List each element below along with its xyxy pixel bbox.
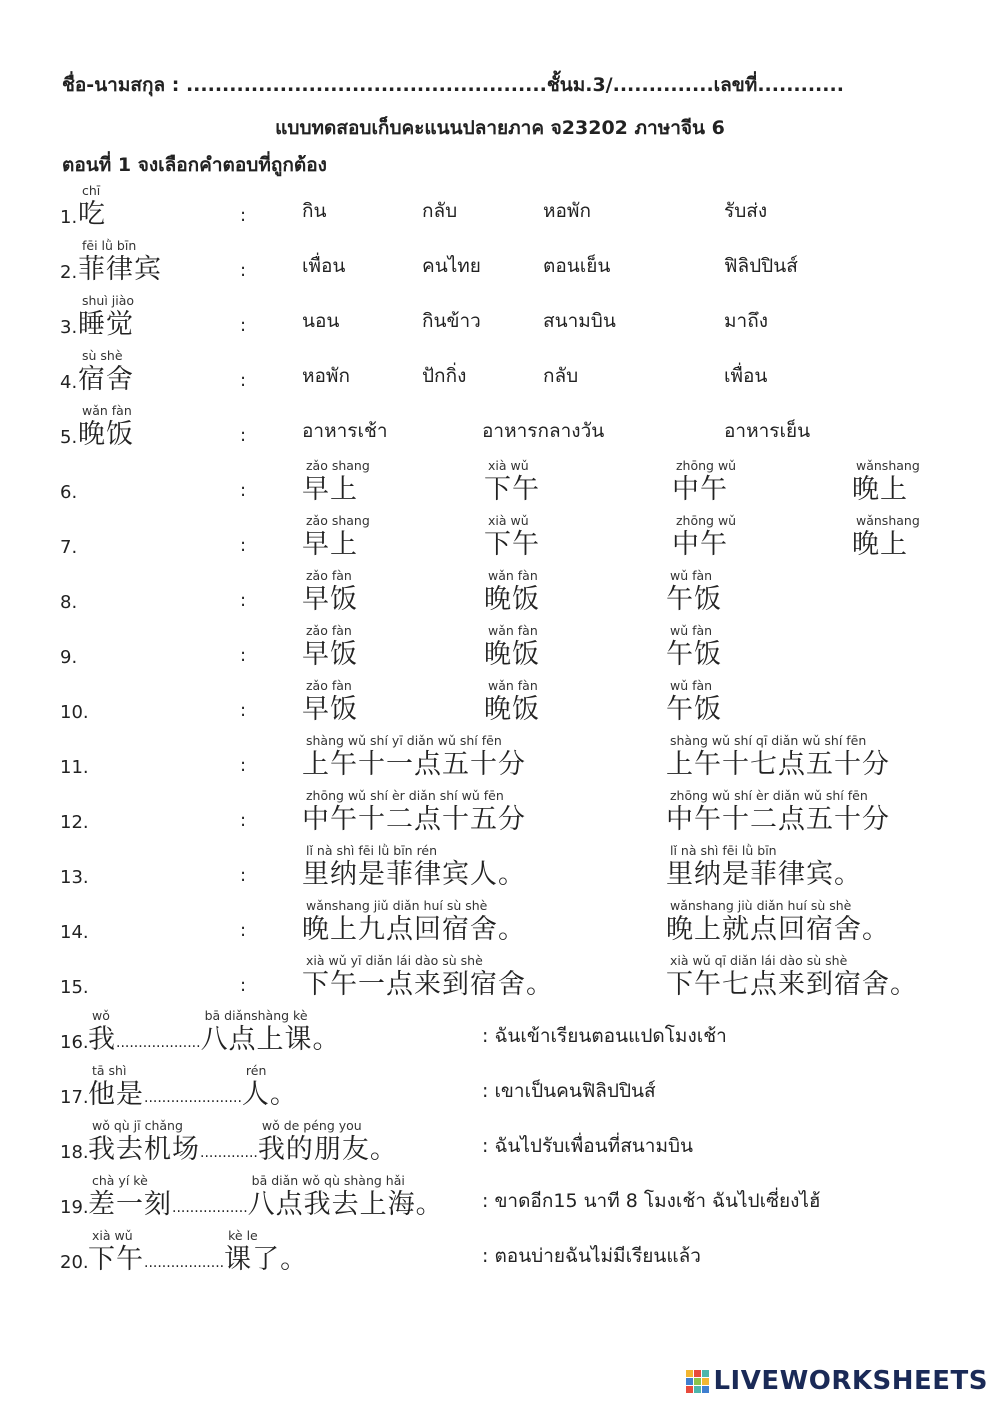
pinyin: wǒ de péng you bbox=[261, 1118, 362, 1133]
answer-option[interactable] bbox=[666, 788, 890, 835]
question-row bbox=[0, 285, 1000, 340]
question-row bbox=[0, 1220, 1000, 1275]
sentence bbox=[88, 1228, 309, 1275]
hanzi: 我去机场 bbox=[88, 1134, 200, 1165]
sentence-end bbox=[241, 1063, 298, 1110]
hanzi: 我 bbox=[88, 1024, 116, 1055]
question-number: 13. bbox=[60, 867, 89, 888]
logo-square bbox=[702, 1370, 709, 1377]
sentence-start bbox=[88, 1173, 172, 1220]
pinyin: zhōng wǔ bbox=[676, 513, 737, 528]
exam-title: แบบทดสอบเก็บคะแนนปลายภาค จ23202 ภาษาจีน 6 bbox=[275, 117, 725, 139]
colon: : bbox=[240, 205, 247, 226]
pinyin: wǎnshang bbox=[856, 458, 920, 473]
pinyin: xià wǔ bbox=[488, 458, 529, 473]
question-number: 16. bbox=[60, 1032, 89, 1053]
hanzi: 早上 bbox=[302, 474, 358, 505]
pinyin: zǎo fàn bbox=[306, 568, 352, 583]
hanzi: 下午 bbox=[484, 529, 540, 560]
hanzi: 早上 bbox=[302, 529, 358, 560]
hanzi: 我的朋友。 bbox=[257, 1134, 398, 1165]
pinyin: shuì jiào bbox=[82, 293, 135, 308]
thai-meaning: : ตอนบ่ายฉันไม่มีเรียนแล้ว bbox=[482, 1245, 701, 1267]
answer-blank[interactable]: ................... bbox=[116, 1035, 201, 1051]
question-row bbox=[0, 505, 1000, 560]
pinyin: xià wǔ qī diǎn lái dào sù shè bbox=[670, 953, 848, 968]
hanzi: 上午十一点五十分 bbox=[302, 749, 526, 780]
answer-option[interactable] bbox=[302, 568, 358, 615]
hanzi: 早饭 bbox=[302, 639, 358, 670]
colon: : bbox=[240, 755, 247, 776]
pinyin: chà yí kè bbox=[92, 1173, 148, 1188]
hanzi: 下午七点来到宿舍。 bbox=[666, 969, 918, 1000]
question-row bbox=[0, 945, 1000, 1000]
pinyin: xià wǔ yī diǎn lái dào sù shè bbox=[306, 953, 483, 968]
answer-option[interactable]: ปักกิ่ง bbox=[422, 365, 467, 387]
colon: : bbox=[240, 535, 247, 556]
answer-option[interactable] bbox=[666, 678, 722, 725]
hanzi: 人。 bbox=[241, 1079, 298, 1110]
answer-option[interactable]: รับส่ง bbox=[724, 200, 768, 222]
pinyin: shàng wǔ shí yī diǎn wǔ shí fēn bbox=[306, 733, 502, 748]
question-number: 7. bbox=[60, 537, 78, 558]
colon: : bbox=[240, 425, 247, 446]
hanzi: 晚饭 bbox=[484, 694, 540, 725]
question-row bbox=[0, 1110, 1000, 1165]
sentence bbox=[88, 1008, 341, 1055]
thai-meaning: : ฉันไปรับเพื่อนที่สนามบิน bbox=[482, 1135, 694, 1157]
name-class-number-line: ชื่อ-นามสกุล : ..................................................ชั้นม.3/..............เลขที่............ bbox=[62, 74, 844, 96]
logo-square bbox=[686, 1370, 693, 1377]
hanzi: 吃 bbox=[78, 199, 106, 230]
logo-square bbox=[686, 1386, 693, 1393]
answer-option[interactable] bbox=[666, 843, 862, 890]
hanzi: 中午 bbox=[672, 529, 728, 560]
answer-option[interactable] bbox=[302, 788, 526, 835]
question-row bbox=[0, 560, 1000, 615]
pinyin: wǒ qù jī chǎng bbox=[92, 1118, 183, 1133]
colon: : bbox=[240, 590, 247, 611]
answer-option[interactable] bbox=[666, 733, 890, 780]
question-number: 20. bbox=[60, 1252, 89, 1273]
hanzi: 宿舍 bbox=[78, 364, 134, 395]
hanzi: 午饭 bbox=[666, 639, 722, 670]
answer-blank[interactable]: ...................... bbox=[144, 1090, 242, 1106]
hanzi: 晚上 bbox=[852, 529, 908, 560]
hanzi: 上午十七点五十分 bbox=[666, 749, 890, 780]
hanzi: 下午 bbox=[484, 474, 540, 505]
answer-option[interactable]: กลับ bbox=[543, 365, 579, 387]
pinyin: tā shì bbox=[92, 1063, 127, 1078]
answer-option[interactable] bbox=[666, 623, 722, 670]
pinyin: rén bbox=[245, 1063, 267, 1078]
answer-blank[interactable]: ............. bbox=[200, 1145, 258, 1161]
thai-meaning: : ขาดอีก15 นาที 8 โมงเช้า ฉันไปเซี่ยงไฮ้ bbox=[482, 1190, 821, 1212]
answer-blank[interactable]: .................. bbox=[144, 1255, 225, 1271]
answer-option[interactable]: นอน bbox=[302, 310, 340, 332]
pinyin: zǎo shang bbox=[306, 513, 370, 528]
question-number: 9. bbox=[60, 647, 78, 668]
answer-option[interactable] bbox=[666, 953, 918, 1000]
hanzi: 晚饭 bbox=[78, 419, 134, 450]
answer-option[interactable]: หอพัก bbox=[543, 200, 591, 222]
question-row bbox=[0, 230, 1000, 285]
answer-option[interactable] bbox=[852, 458, 920, 505]
question-number: 10. bbox=[60, 702, 89, 723]
answer-option[interactable]: อาหารเช้า bbox=[302, 420, 388, 442]
question-row bbox=[0, 1165, 1000, 1220]
logo-square bbox=[694, 1378, 701, 1385]
hanzi: 午饭 bbox=[666, 694, 722, 725]
question-row bbox=[0, 670, 1000, 725]
pinyin: xià wǔ bbox=[92, 1228, 133, 1243]
hanzi: 他是 bbox=[88, 1079, 144, 1110]
pinyin: zǎo fàn bbox=[306, 678, 352, 693]
hanzi: 菲律宾 bbox=[78, 254, 162, 285]
colon: : bbox=[240, 480, 247, 501]
answer-option[interactable] bbox=[302, 678, 358, 725]
hanzi: 下午一点来到宿舍。 bbox=[302, 969, 554, 1000]
answer-option[interactable]: กินข้าว bbox=[422, 310, 481, 332]
answer-option[interactable] bbox=[302, 953, 554, 1000]
colon: : bbox=[240, 975, 247, 996]
hanzi: 睡觉 bbox=[78, 309, 134, 340]
question-prompt bbox=[78, 403, 134, 450]
thai-meaning: : เขาเป็นคนฟิลิปปินส์ bbox=[482, 1080, 656, 1102]
pinyin: wǎn fàn bbox=[488, 568, 538, 583]
pinyin: wǒ bbox=[92, 1008, 110, 1023]
answer-option[interactable]: ฟิลิปปินส์ bbox=[724, 255, 798, 277]
hanzi: 晚上九点回宿舍。 bbox=[302, 914, 526, 945]
answer-option[interactable] bbox=[852, 513, 920, 560]
answer-option[interactable] bbox=[302, 843, 526, 890]
hanzi: 差一刻 bbox=[88, 1189, 172, 1220]
hanzi: 晚饭 bbox=[484, 584, 540, 615]
hanzi: 晚上 bbox=[852, 474, 908, 505]
answer-option[interactable] bbox=[302, 623, 358, 670]
answer-option[interactable] bbox=[302, 513, 370, 560]
hanzi: 早饭 bbox=[302, 584, 358, 615]
question-row bbox=[0, 395, 1000, 450]
answer-option[interactable] bbox=[672, 458, 737, 505]
sentence bbox=[88, 1173, 444, 1220]
question-number: 11. bbox=[60, 757, 89, 778]
logo-square bbox=[686, 1378, 693, 1385]
hanzi: 晚上就点回宿舍。 bbox=[666, 914, 890, 945]
pinyin: fēi lǜ bīn bbox=[82, 238, 137, 253]
answer-option[interactable]: ตอนเย็น bbox=[543, 255, 611, 277]
question-prompt bbox=[78, 238, 162, 285]
question-row bbox=[0, 1055, 1000, 1110]
hanzi: 里纳是菲律宾。 bbox=[666, 859, 862, 890]
pinyin: zhōng wǔ bbox=[676, 458, 737, 473]
pinyin: bā diǎnshàng kè bbox=[204, 1008, 308, 1023]
answer-option[interactable]: หอพัก bbox=[302, 365, 350, 387]
answer-option[interactable]: สนามบิน bbox=[543, 310, 616, 332]
hanzi: 下午 bbox=[88, 1244, 144, 1275]
answer-option[interactable]: เพื่อน bbox=[302, 255, 346, 277]
hanzi: 课了。 bbox=[224, 1244, 309, 1275]
answer-option[interactable]: มาถึง bbox=[724, 310, 768, 332]
pinyin: wǎn fàn bbox=[488, 623, 538, 638]
question-number: 15. bbox=[60, 977, 89, 998]
answer-option[interactable]: อาหารกลางวัน bbox=[482, 420, 605, 442]
logo-square bbox=[694, 1386, 701, 1393]
question-row bbox=[0, 175, 1000, 230]
question-number: 6. bbox=[60, 482, 78, 503]
answer-option[interactable] bbox=[302, 733, 526, 780]
sentence-end bbox=[224, 1228, 309, 1275]
pinyin: kè le bbox=[228, 1228, 258, 1243]
colon: : bbox=[240, 865, 247, 886]
sentence-end bbox=[247, 1173, 444, 1220]
hanzi: 中午 bbox=[672, 474, 728, 505]
question-row bbox=[0, 890, 1000, 945]
sentence bbox=[88, 1118, 398, 1165]
pinyin: wǎnshang bbox=[856, 513, 920, 528]
colon: : bbox=[240, 315, 247, 336]
question-number: 2. bbox=[60, 262, 78, 283]
pinyin: wǔ fàn bbox=[670, 623, 713, 638]
sentence-start bbox=[88, 1063, 144, 1110]
question-row bbox=[0, 780, 1000, 835]
pinyin: wǎn fàn bbox=[488, 678, 538, 693]
pinyin: wǎn fàn bbox=[82, 403, 132, 418]
pinyin: xià wǔ bbox=[488, 513, 529, 528]
question-number: 3. bbox=[60, 317, 78, 338]
colon: : bbox=[240, 700, 247, 721]
question-prompt bbox=[78, 348, 134, 395]
answer-option[interactable] bbox=[666, 898, 890, 945]
sentence-start bbox=[88, 1008, 116, 1055]
hanzi: 午饭 bbox=[666, 584, 722, 615]
question-prompt bbox=[78, 293, 135, 340]
question-row bbox=[0, 835, 1000, 890]
answer-option[interactable] bbox=[484, 458, 540, 505]
answer-blank[interactable]: ................. bbox=[172, 1200, 248, 1216]
question-number: 12. bbox=[60, 812, 89, 833]
sentence-start bbox=[88, 1228, 144, 1275]
question-number: 5. bbox=[60, 427, 78, 448]
question-row bbox=[0, 615, 1000, 670]
pinyin: shàng wǔ shí qī diǎn wǔ shí fēn bbox=[670, 733, 867, 748]
answer-option[interactable] bbox=[302, 458, 370, 505]
question-number: 18. bbox=[60, 1142, 89, 1163]
answer-option[interactable] bbox=[302, 898, 526, 945]
colon: : bbox=[240, 920, 247, 941]
hanzi: 八点我去上海。 bbox=[247, 1189, 444, 1220]
question-number: 14. bbox=[60, 922, 89, 943]
answer-option[interactable] bbox=[484, 623, 540, 670]
pinyin: lǐ nà shì fēi lǜ bīn bbox=[670, 843, 777, 858]
answer-option[interactable]: กิน bbox=[302, 200, 327, 222]
sentence-end bbox=[200, 1008, 341, 1055]
answer-option[interactable] bbox=[484, 678, 540, 725]
question-prompt bbox=[78, 183, 106, 230]
answer-option[interactable]: กลับ bbox=[422, 200, 458, 222]
hanzi: 里纳是菲律宾人。 bbox=[302, 859, 526, 890]
colon: : bbox=[240, 810, 247, 831]
pinyin: wǔ fàn bbox=[670, 568, 713, 583]
liveworksheets-logo-icon bbox=[686, 1370, 709, 1393]
question-row bbox=[0, 725, 1000, 780]
logo-square bbox=[694, 1370, 701, 1377]
answer-option[interactable] bbox=[666, 568, 722, 615]
answer-option[interactable]: คนไทย bbox=[422, 255, 481, 277]
answer-option[interactable] bbox=[484, 568, 540, 615]
answer-option[interactable] bbox=[672, 513, 737, 560]
answer-option[interactable] bbox=[484, 513, 540, 560]
pinyin: zǎo shang bbox=[306, 458, 370, 473]
pinyin: zǎo fàn bbox=[306, 623, 352, 638]
question-number: 19. bbox=[60, 1197, 89, 1218]
sentence-start bbox=[88, 1118, 200, 1165]
hanzi: 八点上课。 bbox=[200, 1024, 341, 1055]
answer-option[interactable]: อาหารเย็น bbox=[724, 420, 811, 442]
pinyin: zhōng wǔ shí èr diǎn wǔ shí fēn bbox=[670, 788, 868, 803]
logo-text: LIVEWORKSHEETS bbox=[713, 1366, 988, 1396]
question-number: 17. bbox=[60, 1087, 89, 1108]
thai-meaning: : ฉันเข้าเรียนตอนแปดโมงเช้า bbox=[482, 1025, 727, 1047]
hanzi: 早饭 bbox=[302, 694, 358, 725]
colon: : bbox=[240, 370, 247, 391]
hanzi: 中午十二点十五分 bbox=[302, 804, 526, 835]
pinyin: bā diǎn wǒ qù shàng hǎi bbox=[251, 1173, 405, 1188]
colon: : bbox=[240, 260, 247, 281]
question-row bbox=[0, 1000, 1000, 1055]
pinyin: wǔ fàn bbox=[670, 678, 713, 693]
question-number: 1. bbox=[60, 207, 78, 228]
sentence bbox=[88, 1063, 298, 1110]
question-number: 4. bbox=[60, 372, 78, 393]
hanzi: 中午十二点五十分 bbox=[666, 804, 890, 835]
pinyin: wǎnshang jiù diǎn huí sù shè bbox=[670, 898, 852, 913]
hanzi: 晚饭 bbox=[484, 639, 540, 670]
pinyin: wǎnshang jiǔ diǎn huí sù shè bbox=[306, 898, 488, 913]
pinyin: chī bbox=[82, 183, 101, 198]
liveworksheets-logo bbox=[686, 1366, 988, 1396]
colon: : bbox=[240, 645, 247, 666]
logo-square bbox=[702, 1378, 709, 1385]
pinyin: zhōng wǔ shí èr diǎn shí wǔ fēn bbox=[306, 788, 504, 803]
logo-square bbox=[702, 1386, 709, 1393]
answer-option[interactable]: เพื่อน bbox=[724, 365, 768, 387]
sentence-end bbox=[257, 1118, 398, 1165]
question-number: 8. bbox=[60, 592, 78, 613]
section-title: ตอนที่ 1 จงเลือกคำตอบที่ถูกต้อง bbox=[62, 154, 327, 176]
question-row bbox=[0, 340, 1000, 395]
pinyin: sù shè bbox=[82, 348, 123, 363]
pinyin: lǐ nà shì fēi lǜ bīn rén bbox=[306, 843, 438, 858]
question-row bbox=[0, 450, 1000, 505]
